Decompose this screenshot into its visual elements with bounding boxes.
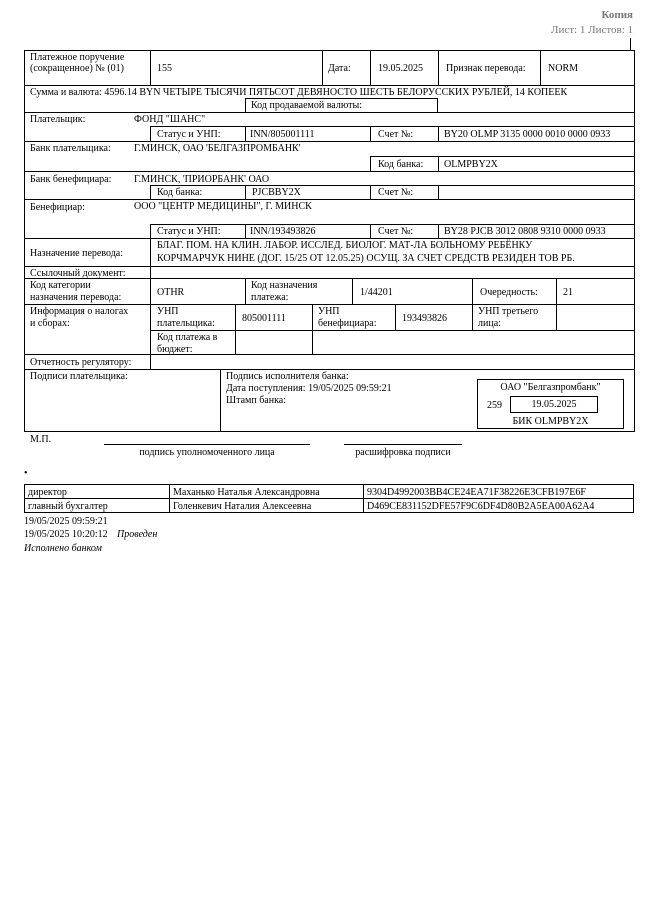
beneficiary-bank: Г.МИНСК, 'ПРИОРБАНК' ОАО [134, 174, 270, 185]
amount-line: Сумма и валюта: 4596.14 BYN ЧЕТЫРЕ ТЫСЯЧИ ПЯТЬСОТ ДЕВЯНОСТО ШЕСТЬ БЕЛОРУССКИХ РУБЛЕЙ, 14 КОПЕЕК [30, 87, 568, 98]
category-code: OTHR [157, 287, 185, 298]
beneficiary-account-label: Счет №: [378, 226, 414, 237]
bullet-mark: • [24, 468, 28, 479]
purpose-code: 1/44201 [360, 287, 393, 298]
priority-label: Очередность: [480, 287, 538, 298]
tax-label-2: и сборах: [30, 318, 70, 329]
payer-bank-code: OLMPBY2X [444, 159, 498, 170]
budget-code-label-1: Код платежа в [157, 332, 218, 343]
beneficiary-unp: INN/193493826 [250, 226, 316, 237]
signer-hash: D469CE831152DFE57F9C6DF4D80B2A5EA00A62A4 [367, 501, 595, 512]
payer-label: Плательщик: [30, 114, 86, 125]
payer-name: ФОНД "ШАНС" [134, 114, 206, 125]
category-label-1: Код категории [30, 280, 91, 291]
payer-bank: Г.МИНСК, ОАО 'БЕЛГАЗПРОМБАНК' [134, 143, 301, 154]
signature-line [104, 444, 310, 445]
unp-payer: 805001111 [242, 313, 286, 324]
beneficiary-bank-code: PJCBBY2X [252, 187, 301, 198]
signer-name: Голенкевич Наталия Алексеевна [173, 501, 312, 512]
payer-bank-code-label: Код банка: [378, 159, 424, 170]
tax-label-1: Информация о налогах [30, 306, 129, 317]
signer-role: директор [28, 487, 67, 498]
bank-exec-signature: Подпись исполнителя банка: [226, 371, 349, 382]
received-date: Дата поступления: 19/05/2025 09:59:21 [226, 383, 392, 394]
unp-third-label-2: лица: [478, 318, 501, 329]
doc-number: 155 [157, 63, 172, 74]
beneficiary-label: Бенефициар: [30, 202, 85, 213]
purpose-code-label-2: платежа: [251, 292, 289, 303]
doc-title: Платежное поручение (сокращенное) № (01) [30, 52, 125, 74]
signer-hash: 9304D4992003BB4CE24EA71F38226E3CFB197E6F [367, 487, 586, 498]
log-line-3: Исполнено банком [24, 543, 102, 554]
beneficiary-name: ООО "ЦЕНТР МЕДИЦИНЫ", Г. МИНСК [134, 201, 312, 212]
unp-ben-label-1: УНП [318, 306, 340, 317]
decode-caption: расшифровка подписи [355, 447, 451, 458]
budget-code-label-2: бюджет: [157, 344, 193, 355]
payer-unp: INN/805001111 [250, 129, 315, 140]
beneficiary-bank-account-label: Счет №: [378, 187, 414, 198]
ref-doc-label: Ссылочный документ: [30, 268, 126, 279]
unp-payer-label-1: УНП [157, 306, 179, 317]
beneficiary-bank-code-label: Код банка: [157, 187, 203, 198]
unp-ben: 193493826 [402, 313, 447, 324]
transfer-sign: NORM [548, 63, 579, 74]
log-line-1: 19/05/2025 09:59:21 [24, 516, 108, 527]
beneficiary-bank-label: Банк бенефициара: [30, 174, 112, 185]
signature-caption: подпись уполномоченного лица [139, 447, 275, 458]
purpose-label: Назначение перевода: [30, 248, 124, 259]
category-label-2: назначения перевода: [30, 292, 122, 303]
log-line-2-time: 19/05/2025 10:20:12 [24, 529, 108, 540]
priority: 21 [563, 287, 573, 298]
seal-place-label: М.П. [30, 434, 52, 445]
sheets-count: Лист: 1 Листов: 1 [551, 24, 633, 36]
payer-bank-label: Банк плательщика: [30, 143, 111, 154]
payer-signatures-label: Подписи плательщика: [30, 371, 128, 382]
stamp-bank-name: ОАО "Белгазпромбанк" [500, 382, 601, 393]
beneficiary-status-label: Статус и УНП: [157, 226, 221, 237]
decode-line [344, 444, 462, 445]
sold-currency-label: Код продаваемой валюты: [251, 100, 363, 111]
unp-payer-label-2: плательщика: [157, 318, 215, 329]
signer-name: Маханько Наталья Александровна [173, 487, 320, 498]
purpose-code-label-1: Код назначения [251, 280, 318, 291]
stamp-number: 259 [487, 400, 502, 411]
unp-ben-label-2: бенефициара: [318, 318, 377, 329]
payer-account-label: Счет №: [378, 129, 414, 140]
log-line-2-status: Проведен [117, 529, 158, 540]
date-label: Дата: [328, 63, 351, 74]
transfer-sign-label: Признак перевода: [446, 63, 526, 74]
stamp-bic: БИК OLMPBY2X [512, 416, 589, 427]
beneficiary-account: BY28 PJCB 3012 0808 9310 0000 0933 [444, 226, 606, 237]
doc-date: 19.05.2025 [378, 63, 423, 74]
purpose-line-2: КОРЧМАРЧУК НИНЕ (ДОГ. 15/25 ОТ 12.05.25) ОСУЩ. ЗА СЧЕТ СРЕДСТВ РЕЗИДЕН ТОВ РБ. [157, 253, 575, 264]
payer-status-label: Статус и УНП: [157, 129, 221, 140]
corner-tick [630, 38, 631, 50]
bank-stamp-label: Штамп банка: [226, 395, 286, 406]
payer-account: BY20 OLMP 3135 0000 0010 0000 0933 [444, 129, 611, 140]
regulator-label: Отчетность регулятору: [30, 357, 132, 368]
stamp-date: 19.05.2025 [531, 399, 577, 410]
signer-role: главный бухгалтер [28, 501, 108, 512]
unp-third-label-1: УНП третьего [478, 306, 539, 317]
purpose-line-1: БЛАГ. ПОМ. НА КЛИН. ЛАБОР. ИССЛЕД. БИОЛОГ. МАТ-ЛА БОЛЬНОМУ РЕБЁНКУ [157, 240, 533, 251]
copy-mark: Копия [601, 9, 633, 21]
